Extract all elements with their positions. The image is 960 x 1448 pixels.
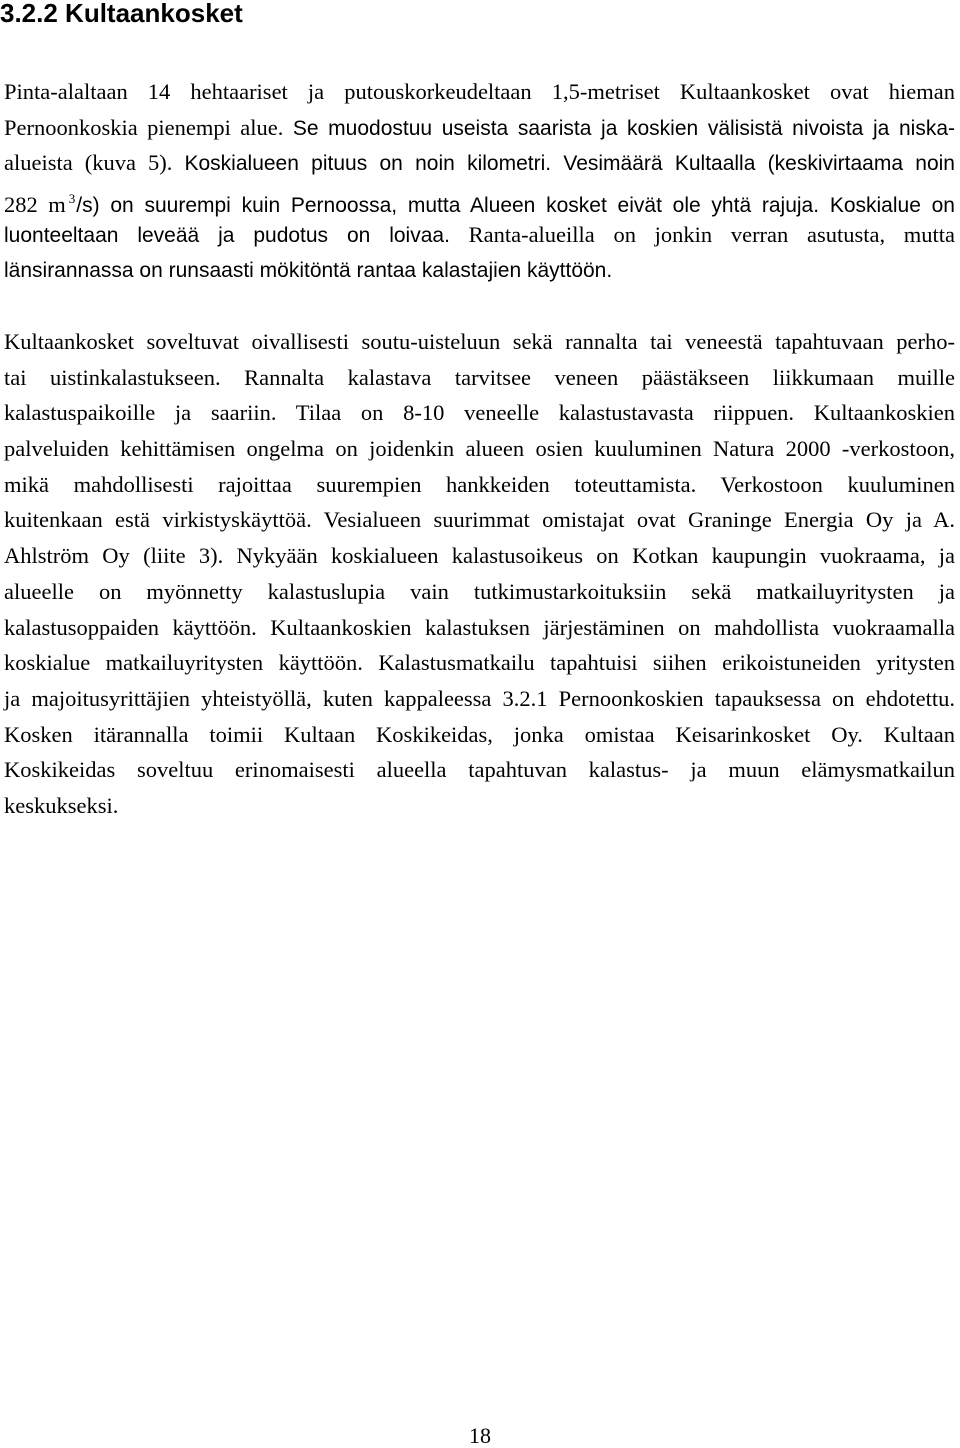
- paragraph-2-line-12: Kosken itärannalla toimii Kultaan Koskikeidas, jonka omistaa Keisarinkosket Oy. Kultaan: [4, 721, 955, 747]
- paragraph-1-line-4: [4, 181, 955, 217]
- paragraph-1-line-6: [4, 252, 955, 288]
- text-segment: Pinta-alaltaan 14 hehtaariset ja putouskorkeudeltaan 1,5-metriset Kultaankosket ovat hieman: [4, 79, 955, 104]
- paragraph-2-line-9: kalastusoppaiden käyttöön. Kultaankoskien kalastuksen järjestäminen on mahdollista vuokraamalla: [4, 614, 955, 640]
- paragraph-2-line-7: Ahlström Oy (liite 3). Nykyään koskialueen kalastusoikeus on Kotkan kaupungin vuokraama, ja: [4, 543, 955, 569]
- paragraph-1-line-2: [4, 110, 955, 146]
- text-segment: Se muodostuu useista saarista ja koskien välisistä nivoista ja niska-: [292, 116, 955, 140]
- paragraph-1-line-3: [4, 145, 955, 181]
- paragraph-2: [4, 324, 955, 824]
- text-segment: Ranta-alueilla on jonkin verran asutusta, mutta: [468, 221, 955, 247]
- text-segment: luonteeltaan leveää ja pudotus on loivaa.: [4, 223, 450, 247]
- paragraph-2-line-8: alueelle on myönnetty kalastuslupia vain tutkimustarkoituksiin sekä matkailuyritysten ja: [4, 578, 955, 604]
- paragraph-2-line-14: keskukseksi.: [4, 792, 119, 818]
- paragraph-2-line-13: Koskikeidas soveltuu erinomaisesti alueella tapahtuvan kalastus- ja muun elämysmatkailun: [4, 757, 955, 783]
- text-segment: länsirannassa on runsaasti mökitöntä rantaa kalastajien käyttöön.: [4, 259, 613, 283]
- paragraph-1-line-1: [4, 74, 955, 110]
- page-number: 18: [469, 1423, 491, 1448]
- paragraph-2-line-5: mikä mahdollisesti rajoittaa suurempien hankkeiden toteuttamista. Verkostoon kuuluminen: [4, 471, 955, 497]
- text-segment: Pernoonkoskia pienempi alue.: [4, 114, 284, 140]
- text-segment: 282 m: [4, 192, 66, 218]
- paragraph-1-line-5: [4, 217, 955, 253]
- text-segment: alueista (kuva 5).: [4, 150, 173, 176]
- text-segment: Koskialueen pituus on noin kilometri. Vesimäärä Kultaalla (keskivirtaama noin: [184, 152, 955, 176]
- text-segment: /s) on suurempi kuin Pernoossa, mutta Alueen kosket eivät ole yhtä rajuja. Koskialue on: [76, 194, 955, 218]
- paragraph-2-line-4: palveluiden kehittämisen ongelma on joidenkin alueen osien kuuluminen Natura 2000 -verkostoon,: [4, 436, 955, 462]
- superscript-3: 3: [68, 191, 76, 207]
- paragraph-2-line-2: tai uistinkalastukseen. Rannalta kalastava tarvitsee veneen päästäkseen liikkumaan muille: [4, 364, 955, 390]
- paragraph-2-line-6: kuitenkaan estä virkistyskäyttöä. Vesialueen suurimmat omistajat ovat Graninge Energia Oy ja A.: [4, 507, 955, 533]
- paragraph-2-line-10: koskialue matkailuyritysten käyttöön. Kalastusmatkailu tapahtuisi siihen erikoistuneiden yritysten: [4, 650, 955, 676]
- paragraph-2-line-11: ja majoitusyrittäjien yhteistyöllä, kuten kappaleessa 3.2.1 Pernoonkoskien tapauksessa on ehdotettu.: [4, 685, 955, 711]
- paragraph-1: [4, 74, 955, 288]
- paragraph-2-line-1: Kultaankosket soveltuvat oivallisesti soutu-uisteluun sekä rannalta tai veneestä tapahtuvaan perho-: [4, 329, 955, 354]
- paragraph-2-line-3: kalastuspaikoille ja saariin. Tilaa on 8-10 veneelle kalastustavasta riippuen. Kultaankoskien: [4, 400, 955, 426]
- section-heading: 3.2.2 Kultaankosket: [0, 0, 243, 28]
